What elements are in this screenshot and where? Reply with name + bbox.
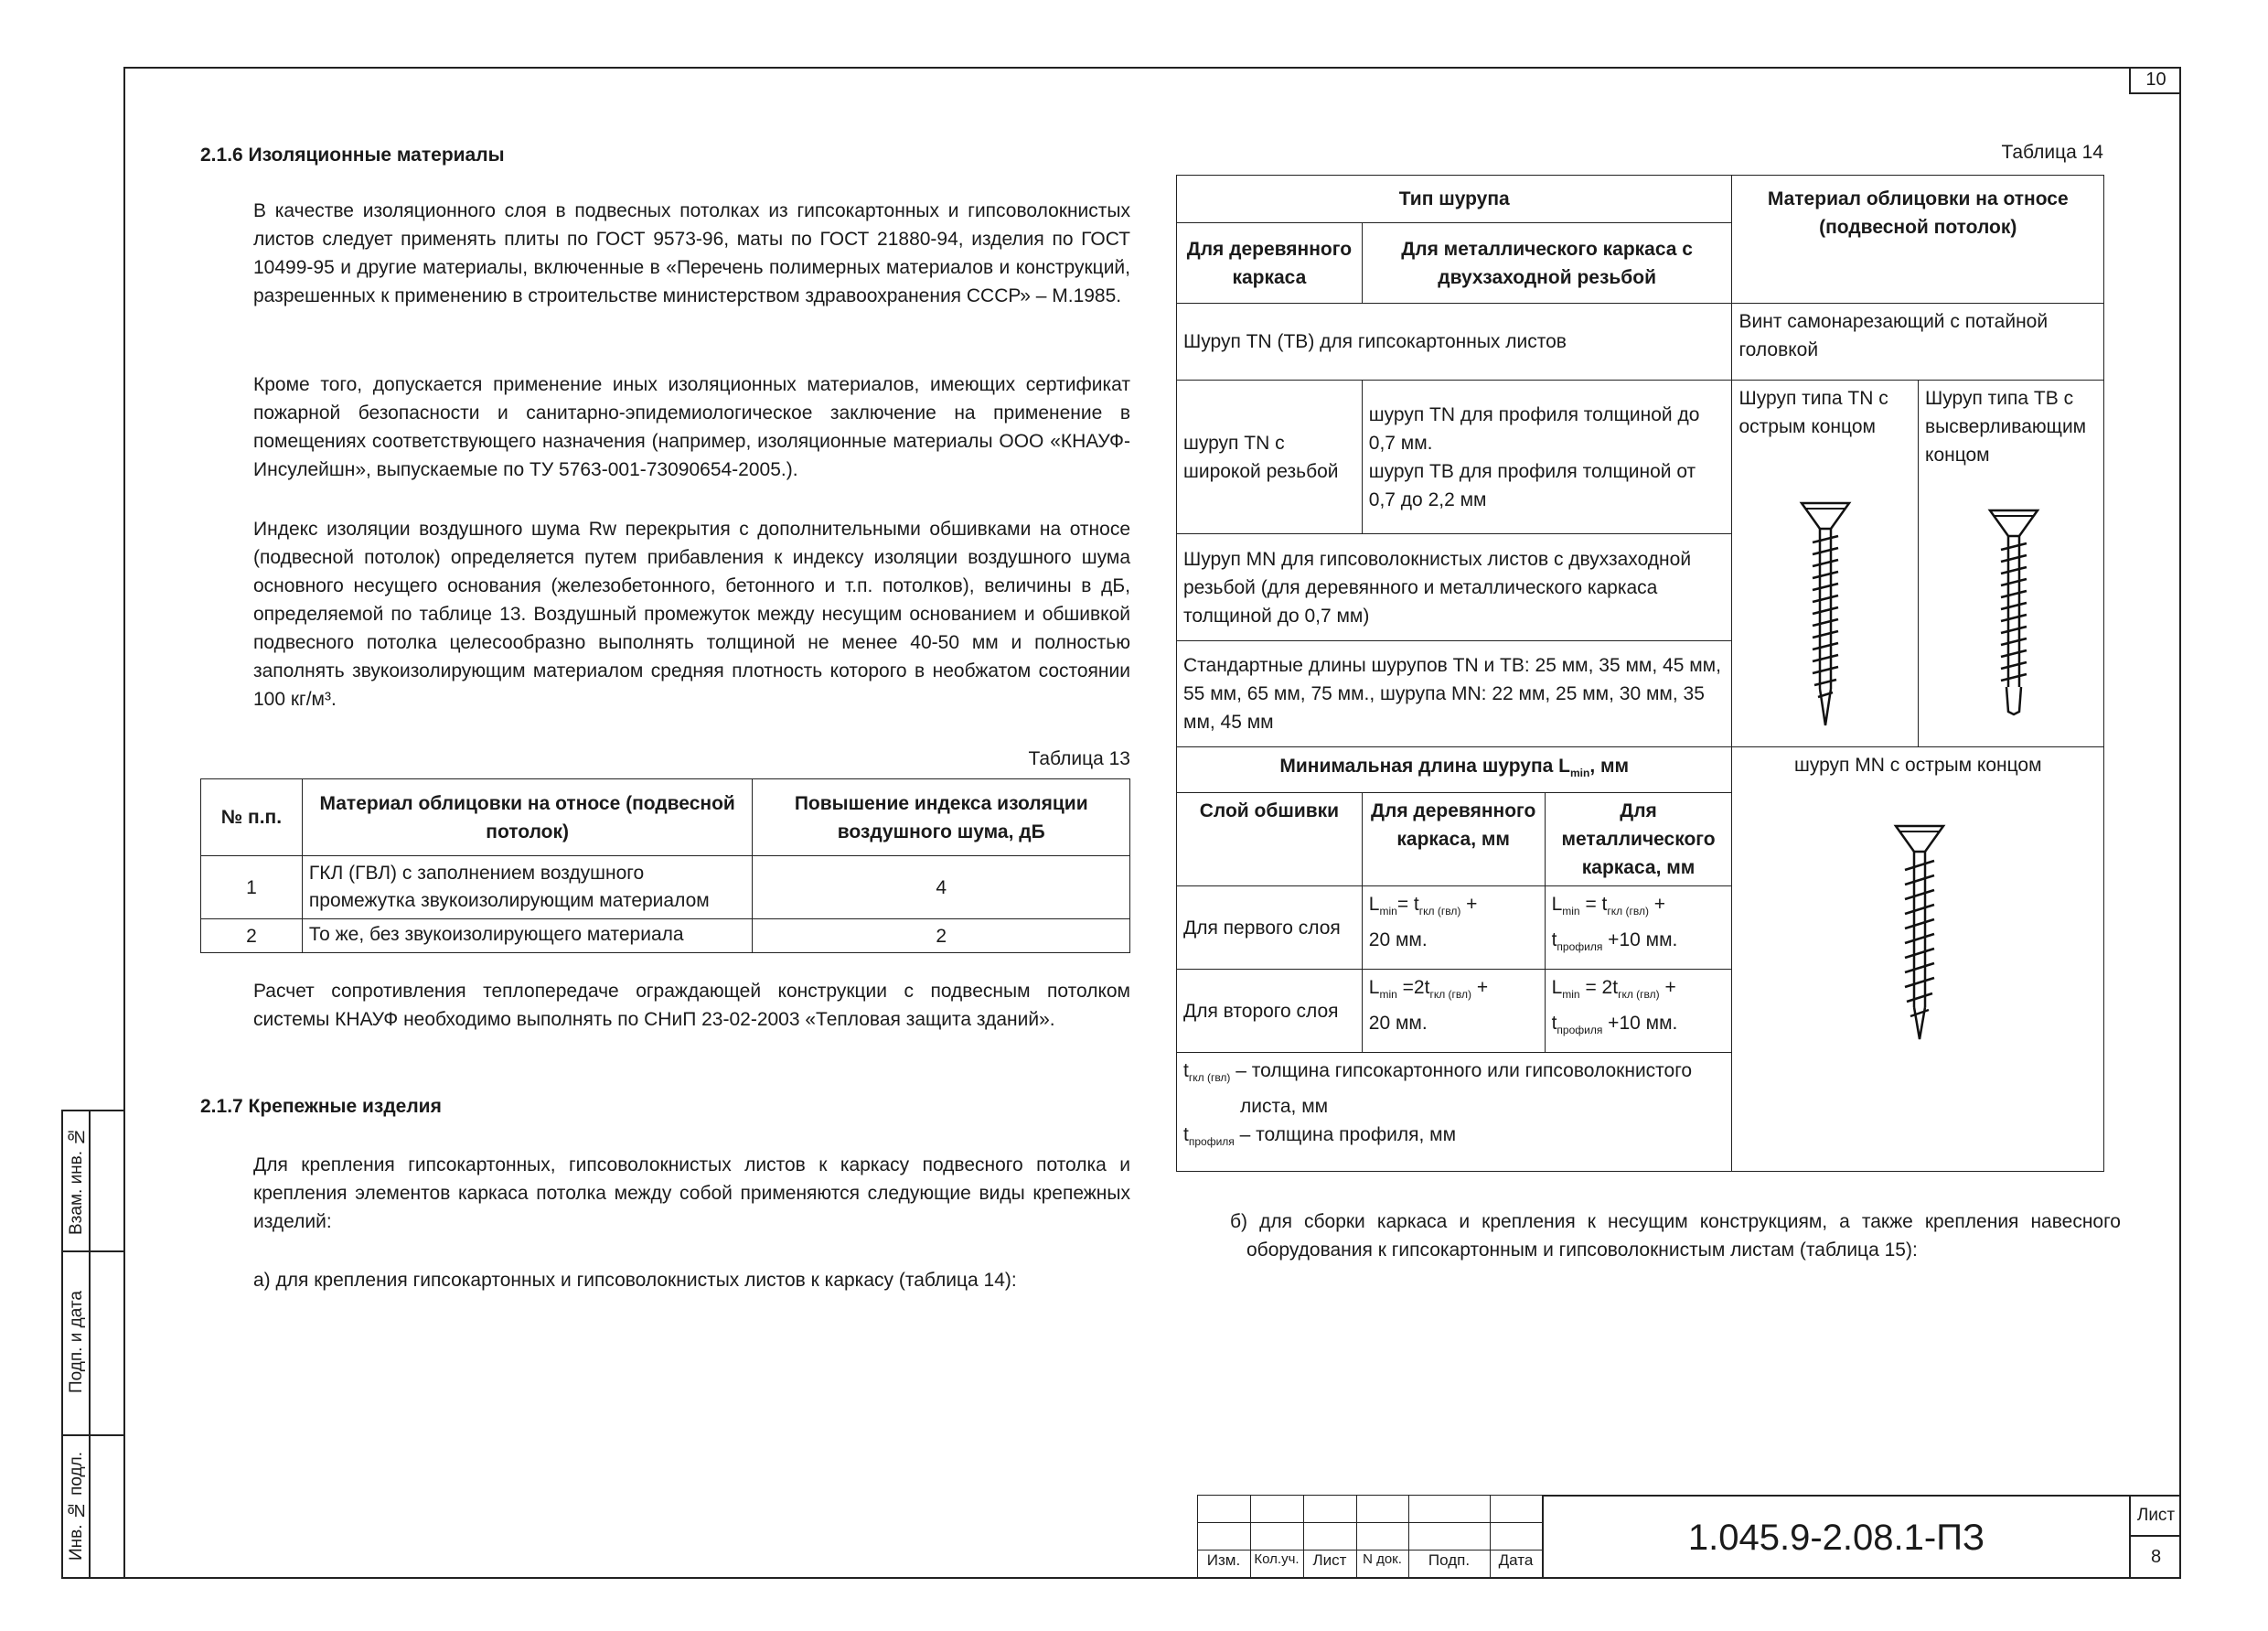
sheet-number: 8 bbox=[2150, 1547, 2162, 1567]
table14-cell-vint: Винт самонарезающий с потайной головкой bbox=[1732, 304, 2104, 381]
screw-tn-drawing bbox=[1798, 501, 1853, 730]
formula-wood-first: $L_{min}= t_{гкл (гвл)}$ + 20 мм. bbox=[1362, 886, 1545, 970]
table14-header-type: Тип шурупа bbox=[1177, 176, 1732, 223]
stamp-data: Дата bbox=[1498, 1551, 1534, 1569]
table14-cell-screw-tn bbox=[1732, 381, 1919, 747]
table13-header-num: № п.п. bbox=[201, 779, 303, 856]
table14-header-wood: Для деревянного каркаса bbox=[1177, 223, 1363, 304]
table14-header-min-length: Минимальная длина шурупа $L_{min}$, мм bbox=[1177, 747, 1732, 793]
formula-metal-second: $L_{min} = 2t_{гкл (гвл)}$ + $t_{профиля} +10$ мм. bbox=[1545, 970, 1732, 1053]
table14-cell-screw-tb bbox=[1919, 381, 2104, 747]
document-code: 1.045.9-2.08.1-ПЗ bbox=[1542, 1495, 2129, 1579]
sheet-box bbox=[2129, 1495, 2181, 1579]
table14-header-wood-mm: Для деревянного каркаса, мм bbox=[1362, 793, 1545, 886]
table14-cell-std-lengths: Стандартные длины шурупов TN и TB: 25 мм, 35 мм, 45 мм, 55 мм, 65 мм, 75 мм., шурупа MN: 22 мм, 25 мм, 30 мм, 35 мм, 45 мм bbox=[1177, 641, 1732, 747]
section-title-2-1-6: 2.1.6 Изоляционные материалы bbox=[200, 145, 505, 166]
table14-cell-tn-tb-profile bbox=[1362, 381, 1732, 534]
table13-header-material: Материал облицовки на относе (подвесной потолок) bbox=[302, 779, 753, 856]
paragraph-fasteners: Для крепления гипсокартонных, гипсоволокнистых листов к каркасу подвесного потолка и крепления элементов каркаса потолка между собой применяются следующие виды крепежных изделий: bbox=[253, 1154, 1130, 1232]
screw-tb-label: Шуруп типа TB с высверливающим концом bbox=[1925, 388, 2087, 466]
paragraph-fasteners-a: а) для крепления гипсокартонных и гипсоволокнистых листов к каркасу (таблица 14): bbox=[253, 1270, 1017, 1291]
stamp-kolich: Кол.уч. bbox=[1254, 1551, 1300, 1567]
stamp-list: Лист bbox=[1312, 1551, 1347, 1569]
vzam-inv-label: Взам. инв. № bbox=[67, 1126, 86, 1236]
table-13 bbox=[200, 778, 1130, 953]
inv-podl-label: Инв. № подл. bbox=[67, 1452, 86, 1561]
side-stamp bbox=[61, 1110, 125, 1579]
table14-header-material: Материал облицовки на относе (подвесной потолок) bbox=[1732, 176, 2104, 304]
stamp-ndok: N док. bbox=[1363, 1551, 1402, 1567]
table14-cell-tn-tb: Шуруп TN (TB) для гипсокартонных листов bbox=[1177, 304, 1732, 381]
table14-cell-second-layer: Для второго слоя bbox=[1177, 970, 1363, 1053]
stamp-izm: Изм. bbox=[1206, 1551, 1241, 1569]
paragraph-insulation-4: Расчет сопротивления теплопередаче ограждающей конструкции с подвесным потолком системы КНАУФ необходимо выполнять по СНиП 23-02-2003 «Тепловая защита зданий». bbox=[253, 981, 1130, 1030]
formula-wood-second: $L_{min} =2t_{гкл (гвл)}$ + 20 мм. bbox=[1362, 970, 1545, 1053]
table13-cell: 2 bbox=[201, 919, 303, 953]
table14-notes: $t_{гкл (гвл)}$ – толщина гипсокартонного или гипсоволокнистого листа, мм $t_{профиля}$ – толщина профиля, мм bbox=[1177, 1053, 1732, 1172]
table14-header-metal: Для металлического каркаса с двухзаходной резьбой bbox=[1362, 223, 1732, 304]
note-t-profile: – толщина профиля, мм bbox=[1239, 1124, 1457, 1145]
table14-caption: Таблица 14 bbox=[2001, 142, 2103, 163]
tn-profile-text: шуруп TN для профиля толщиной до 0,7 мм. bbox=[1368, 403, 1700, 454]
tb-profile-text: шуруп TB для профиля толщиной от 0,7 до 2,2 мм bbox=[1368, 460, 1696, 510]
paragraph-insulation-2: Кроме того, допускается применение иных изоляционных материалов, имеющих сертификат пожарной безопасности и санитарно-эпидемиологическое заключение на применение в помещениях соответствующего назначения (например, изоляционные материалы ООО «КНАУФ-Инсулейшн», выпускаемые по ТУ 5763-001-73090654-2005.). bbox=[253, 374, 1130, 480]
screw-mn-label: шуруп MN с острым концом bbox=[1793, 755, 2042, 776]
sheet-label: Лист bbox=[2131, 1497, 2181, 1537]
screw-tn-label: Шуруп типа TN с острым концом bbox=[1738, 388, 1888, 437]
table13-header-increase: Повышение индекса изоляции воздушного шума, дБ bbox=[753, 779, 1130, 856]
table13-caption: Таблица 13 bbox=[1028, 748, 1130, 769]
table13-cell: ГКЛ (ГВЛ) с заполнением воздушного промежутка звукоизолирующим материалом bbox=[302, 856, 753, 919]
podp-data-label: Подп. и дата bbox=[67, 1291, 86, 1394]
table14-cell-first-layer: Для первого слоя bbox=[1177, 886, 1363, 970]
screw-mn-drawing bbox=[1892, 824, 1947, 1044]
section-title-2-1-7: 2.1.7 Крепежные изделия bbox=[200, 1096, 442, 1117]
table-14 bbox=[1176, 175, 2104, 1172]
stamp-podp: Подп. bbox=[1428, 1551, 1471, 1569]
note-t-gkl: – толщина гипсокартонного или гипсоволокнистого листа, мм bbox=[1236, 1060, 1693, 1117]
formula-metal-first: $L_{min} = t_{гкл (гвл)}$ + $t_{профиля} +10$ мм. bbox=[1545, 886, 1732, 970]
table14-header-metal-mm: Для металлического каркаса, мм bbox=[1545, 793, 1732, 886]
table14-cell-mn: Шуруп MN для гипсоволокнистых листов с двухзаходной резьбой (для деревянного и металлического каркаса толщиной до 0,7 мм) bbox=[1177, 534, 1732, 641]
table13-cell: 1 bbox=[201, 856, 303, 919]
table13-cell: 2 bbox=[753, 919, 1130, 953]
paragraph-insulation-3: Индекс изоляции воздушного шума Rw перекрытия с дополнительными обшивками на относе (подвесной потолок) определяется путем прибавления к индексу изоляции воздушного шума основного несущего основания (железобетонного, бетонного и т.п. потолков), величины в дБ, определяемой по таблице 13. Воздушный промежуток между несущим основанием и обшивкой подвесного потолка целесообразно выполнять толщиной не менее 40-50 мм и полностью заполнять звукоизолирующим материалом средняя плотность которого в необжатом состоянии 100 кг/м³. bbox=[253, 519, 1130, 710]
table13-cell: 4 bbox=[753, 856, 1130, 919]
sheet-number-top: 10 bbox=[2129, 67, 2181, 94]
paragraph-fasteners-b: б) для сборки каркаса и крепления к несущим конструкциям, а также крепления навесного оборудования к гипсокартонным и гипсоволокнистым листам (таблица 15): bbox=[1230, 1211, 2121, 1261]
table14-cell-screw-mn bbox=[1732, 747, 2104, 1172]
screw-tb-drawing bbox=[1986, 509, 2041, 719]
table14-cell-tn-wide: шуруп TN с широкой резьбой bbox=[1177, 381, 1363, 534]
table13-cell: То же, без звукоизолирующего материала bbox=[302, 919, 753, 953]
table14-header-layer: Слой обшивки bbox=[1177, 793, 1363, 886]
paragraph-insulation-1: В качестве изоляционного слоя в подвесных потолках из гипсокартонных и гипсоволокнистых листов следует применять плиты по ГОСТ 9573-96, маты по ГОСТ 21880-94, изделия по ГОСТ 10499-95 и другие материалы, включенные в «Перечень полимерных материалов и конструкций, разрешенных к применению в строительстве министерством здравоохранения СССР» – М.1985. bbox=[253, 200, 1130, 306]
